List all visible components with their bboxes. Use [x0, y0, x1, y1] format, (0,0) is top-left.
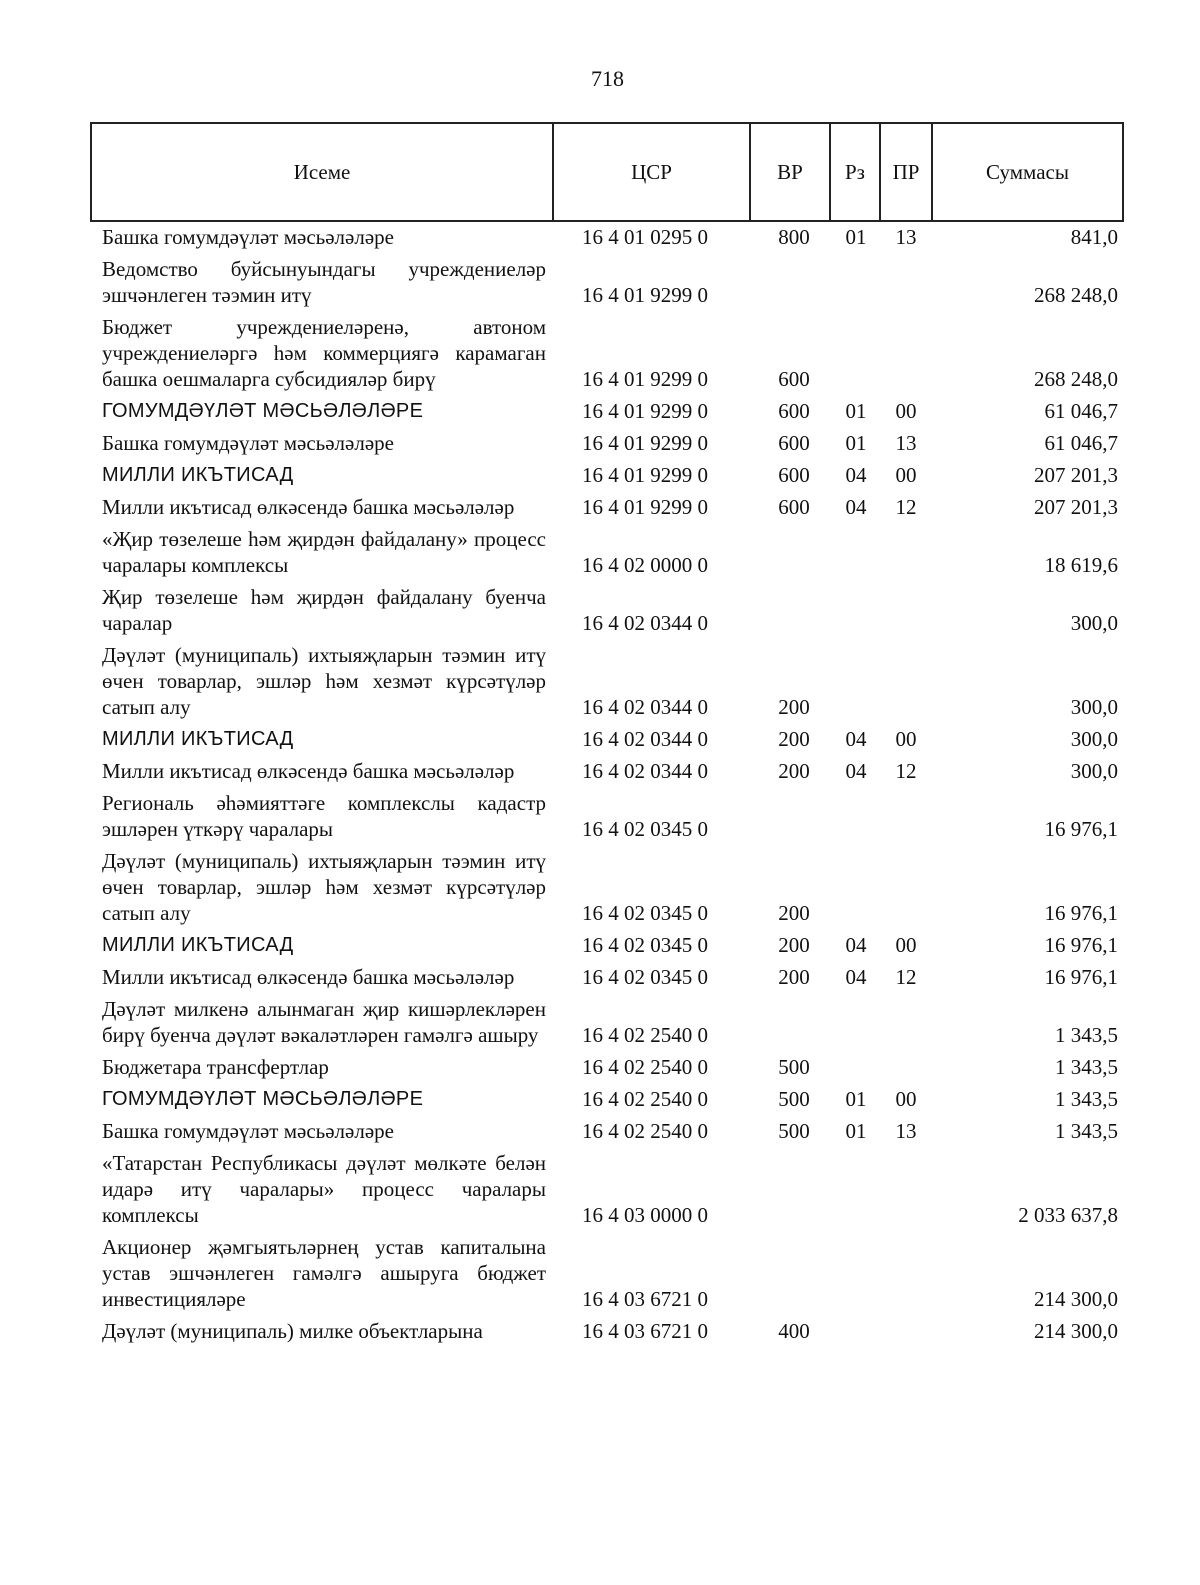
cell-vr: 200 — [778, 901, 810, 925]
cell-vr: 600 — [778, 495, 810, 519]
cell-name: Җир төзелеше һәм җирдән файдалану буенча чаралар — [102, 585, 546, 635]
cell-csr: 16 4 01 9299 0 — [582, 431, 708, 455]
cell-name: Дәүләт (муниципаль) ихтыяҗларын тәэмин итү өчен товарлар, эшләр һәм хезмәт күрсәтүләр сатып алу — [102, 849, 546, 925]
cell-csr: 16 4 02 0345 0 — [582, 817, 708, 841]
table-row — [0, 398, 1200, 424]
header-rz: Рз — [831, 124, 881, 220]
table-row — [0, 584, 1200, 636]
cell-name: Дәүләт милкенә алынмаган җир кишәрлекләрен бирү буенча дәүләт вәкаләтләрен гамәлгә ашыру — [102, 997, 546, 1047]
table-row — [0, 314, 1200, 392]
table-row — [0, 1086, 1200, 1112]
cell-csr: 16 4 01 9299 0 — [582, 283, 708, 307]
cell-rz: 04 — [845, 463, 867, 487]
table-row — [0, 224, 1200, 250]
cell-vr: 200 — [778, 727, 810, 751]
cell-rz: 04 — [845, 495, 867, 519]
cell-pr: 00 — [895, 463, 917, 487]
cell-sum: 2 033 637,8 — [1018, 1203, 1118, 1227]
cell-pr: 13 — [895, 1119, 917, 1143]
cell-name: МИЛЛИ ИКЪТИСАД — [102, 464, 294, 486]
cell-sum: 61 046,7 — [1044, 399, 1118, 423]
cell-rz: 04 — [845, 965, 867, 989]
cell-sum: 16 976,1 — [1044, 965, 1118, 989]
cell-rz: 04 — [845, 933, 867, 957]
cell-name: Бюджетара трансфертлар — [102, 1055, 329, 1079]
cell-name: МИЛЛИ ИКЪТИСАД — [102, 934, 294, 956]
cell-csr: 16 4 02 2540 0 — [582, 1023, 708, 1047]
cell-name: Башка гомумдәүләт мәсьәләләре — [102, 225, 394, 249]
cell-csr: 16 4 02 2540 0 — [582, 1119, 708, 1143]
header-name: Исеме — [92, 124, 554, 220]
table-row — [0, 932, 1200, 958]
table-row — [0, 1150, 1200, 1228]
cell-sum: 18 619,6 — [1044, 553, 1118, 577]
cell-sum: 61 046,7 — [1044, 431, 1118, 455]
cell-csr: 16 4 03 6721 0 — [582, 1319, 708, 1343]
cell-rz: 04 — [845, 727, 867, 751]
cell-pr: 00 — [895, 727, 917, 751]
table-row — [0, 1118, 1200, 1144]
cell-csr: 16 4 02 0000 0 — [582, 553, 708, 577]
cell-sum: 214 300,0 — [1034, 1319, 1118, 1343]
cell-vr: 600 — [778, 431, 810, 455]
cell-sum: 16 976,1 — [1044, 901, 1118, 925]
cell-name: Акционер җәмгыятьләрнең устав капиталына устав эшчәнлеген гамәлгә ашыруга бюджет инвестицияләре — [102, 1235, 546, 1311]
table-row — [0, 642, 1200, 720]
cell-csr: 16 4 01 0295 0 — [582, 225, 708, 249]
cell-rz: 01 — [845, 431, 867, 455]
cell-vr: 600 — [778, 463, 810, 487]
cell-pr: 12 — [895, 965, 917, 989]
cell-rz: 01 — [845, 225, 867, 249]
cell-sum: 300,0 — [1070, 611, 1118, 635]
cell-csr: 16 4 01 9299 0 — [582, 495, 708, 519]
cell-sum: 16 976,1 — [1044, 817, 1118, 841]
cell-pr: 12 — [895, 495, 917, 519]
cell-sum: 1 343,5 — [1055, 1119, 1118, 1143]
cell-csr: 16 4 02 0344 0 — [582, 759, 708, 783]
cell-sum: 268 248,0 — [1034, 367, 1118, 391]
table-row — [0, 1054, 1200, 1080]
cell-csr: 16 4 02 0345 0 — [582, 901, 708, 925]
cell-sum: 1 343,5 — [1055, 1087, 1118, 1111]
cell-csr: 16 4 02 0345 0 — [582, 965, 708, 989]
cell-vr: 800 — [778, 225, 810, 249]
cell-rz: 01 — [845, 1087, 867, 1111]
table-row — [0, 996, 1200, 1048]
table-row — [0, 462, 1200, 488]
cell-vr: 200 — [778, 759, 810, 783]
cell-vr: 200 — [778, 933, 810, 957]
cell-name: Дәүләт (муниципаль) ихтыяҗларын тәэмин итү өчен товарлар, эшләр һәм хезмәт күрсәтүләр сатып алу — [102, 643, 546, 719]
table-row — [0, 256, 1200, 308]
cell-rz: 01 — [845, 399, 867, 423]
cell-sum: 1 343,5 — [1055, 1055, 1118, 1079]
cell-name: Бюджет учреждениеләренә, автоном учреждениеләргә һәм коммерциягә карамаган башка оешмаларга субсидияләр бирү — [102, 315, 546, 391]
header-pr: ПР — [881, 124, 933, 220]
cell-vr: 500 — [778, 1119, 810, 1143]
cell-pr: 12 — [895, 759, 917, 783]
table-row — [0, 964, 1200, 990]
table-row — [0, 1234, 1200, 1312]
cell-name: «Татарстан Республикасы дәүләт мөлкәте белән идарә итү чаралары» процесс чаралары комплексы — [102, 1151, 546, 1227]
table-header — [90, 122, 1124, 222]
cell-pr: 13 — [895, 431, 917, 455]
cell-name: Дәүләт (муниципаль) милке объектларына — [102, 1319, 483, 1343]
cell-sum: 16 976,1 — [1044, 933, 1118, 957]
header-sum: Суммасы — [986, 159, 1069, 184]
cell-vr: 500 — [778, 1055, 810, 1079]
table-row — [0, 790, 1200, 842]
cell-csr: 16 4 02 0345 0 — [582, 933, 708, 957]
cell-name: Башка гомумдәүләт мәсьәләләре — [102, 1119, 394, 1143]
table-row — [0, 758, 1200, 784]
cell-rz: 04 — [845, 759, 867, 783]
cell-csr: 16 4 02 0344 0 — [582, 727, 708, 751]
cell-csr: 16 4 03 6721 0 — [582, 1287, 708, 1311]
cell-csr: 16 4 02 0344 0 — [582, 611, 708, 635]
cell-rz: 01 — [845, 1119, 867, 1143]
cell-csr: 16 4 01 9299 0 — [582, 399, 708, 423]
cell-csr: 16 4 02 0344 0 — [582, 695, 708, 719]
cell-csr: 16 4 03 0000 0 — [582, 1203, 708, 1227]
cell-name: Башка гомумдәүләт мәсьәләләре — [102, 431, 394, 455]
cell-sum: 268 248,0 — [1034, 283, 1118, 307]
cell-pr: 00 — [895, 399, 917, 423]
header-vr: ВР — [751, 124, 831, 220]
cell-name: «Җир төзелеше һәм җирдән файдалану» процесс чаралары комплексы — [102, 527, 546, 577]
cell-name: МИЛЛИ ИКЪТИСАД — [102, 728, 294, 750]
cell-sum: 214 300,0 — [1034, 1287, 1118, 1311]
cell-name: Милли икътисад өлкәсендә башка мәсьәләләр — [102, 495, 515, 519]
cell-sum: 300,0 — [1070, 695, 1118, 719]
cell-name: Милли икътисад өлкәсендә башка мәсьәләләр — [102, 759, 515, 783]
cell-csr: 16 4 01 9299 0 — [582, 367, 708, 391]
page-number: 718 — [591, 66, 624, 91]
table-row — [0, 848, 1200, 926]
cell-csr: 16 4 02 2540 0 — [582, 1087, 708, 1111]
cell-pr: 00 — [895, 1087, 917, 1111]
table-row — [0, 494, 1200, 520]
cell-vr: 200 — [778, 965, 810, 989]
cell-sum: 1 343,5 — [1055, 1023, 1118, 1047]
cell-vr: 600 — [778, 399, 810, 423]
cell-sum: 841,0 — [1070, 225, 1118, 249]
cell-sum: 300,0 — [1070, 727, 1118, 751]
header-csr: ЦСР — [554, 124, 751, 220]
cell-name: Региональ әһәмияттәге комплекслы кадастр эшләрен үткәрү чаралары — [102, 791, 546, 841]
table-row — [0, 526, 1200, 578]
table-row — [0, 726, 1200, 752]
cell-name: Ведомство буйсынуындагы учреждениеләр эшчәнлеген тәэмин итү — [102, 257, 546, 307]
cell-vr: 200 — [778, 695, 810, 719]
cell-name: ГОМУМДӘҮЛӘТ МӘСЬӘЛӘЛӘРЕ — [102, 400, 424, 422]
cell-vr: 400 — [778, 1319, 810, 1343]
cell-name: ГОМУМДӘҮЛӘТ МӘСЬӘЛӘЛӘРЕ — [102, 1088, 424, 1110]
cell-pr: 13 — [895, 225, 917, 249]
table-row — [0, 1318, 1200, 1344]
cell-name: Милли икътисад өлкәсендә башка мәсьәләләр — [102, 965, 515, 989]
cell-csr: 16 4 01 9299 0 — [582, 463, 708, 487]
cell-sum: 207 201,3 — [1034, 463, 1118, 487]
cell-csr: 16 4 02 2540 0 — [582, 1055, 708, 1079]
table-body — [0, 224, 1200, 1350]
table-row — [0, 430, 1200, 456]
cell-vr: 600 — [778, 367, 810, 391]
cell-pr: 00 — [895, 933, 917, 957]
cell-vr: 500 — [778, 1087, 810, 1111]
cell-sum: 300,0 — [1070, 759, 1118, 783]
cell-sum: 207 201,3 — [1034, 495, 1118, 519]
